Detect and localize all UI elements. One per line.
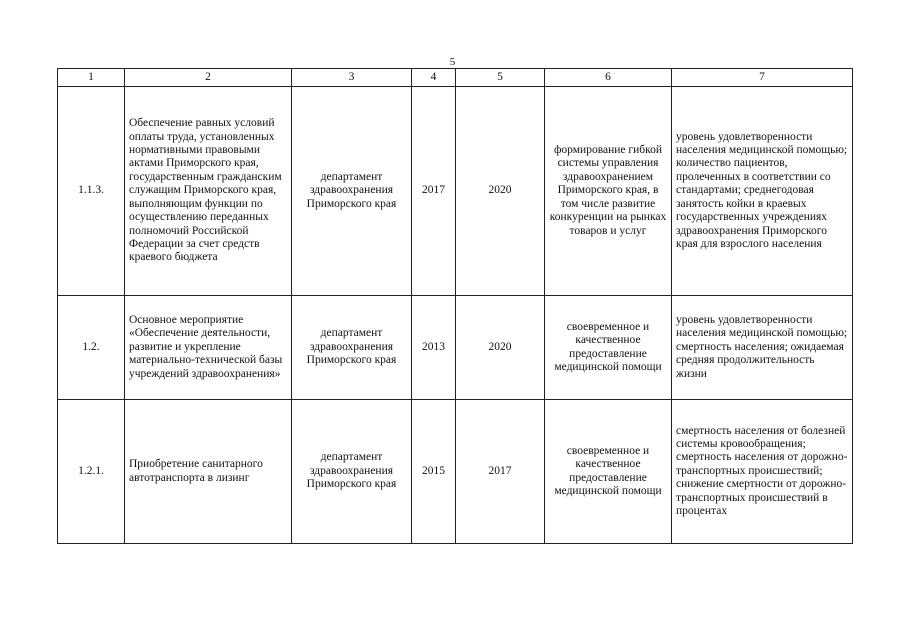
indicators: смертность населения от болезней системы кровообращения; смертность населения от дорожно-транспортных происшествий; снижение смертности от дорожно-транспортных происшествий в процентах bbox=[672, 400, 853, 544]
page-number: 5 bbox=[449, 56, 456, 68]
column-header-2: 2 bbox=[125, 69, 292, 87]
column-header-3: 3 bbox=[292, 69, 412, 87]
indicators: уровень удовлетворенности населения медицинской помощью; количество пациентов, пролеченных в соответствии со стандартами; среднегодовая занятость койки в краевых государственных учреждениях здравоохранения Приморского края для взрослого населения bbox=[672, 87, 853, 296]
column-header-4: 4 bbox=[412, 69, 456, 87]
table-row bbox=[58, 296, 853, 400]
end-year: 2020 bbox=[456, 87, 545, 296]
executor: департамент здравоохранения Приморского края bbox=[292, 400, 412, 544]
start-year: 2013 bbox=[412, 296, 456, 400]
expected-result: формирование гибкой системы управления здравоохранением Приморского края, в том числе развитие конкуренции на рынках товаров и услуг bbox=[545, 87, 672, 296]
executor: департамент здравоохранения Приморского края bbox=[292, 296, 412, 400]
row-number: 1.1.3. bbox=[58, 87, 125, 296]
header-row bbox=[58, 69, 853, 87]
measures-table bbox=[57, 68, 853, 544]
measure-name: Обеспечение равных условий оплаты труда, установленных нормативными правовыми актами Приморского края, государственным гражданским служащим Приморского края, выполняющим функции по осуществлению переданных полномочий Российской Федерации за счет средств краевого бюджета bbox=[125, 87, 292, 296]
start-year: 2017 bbox=[412, 87, 456, 296]
measure-name: Приобретение санитарного автотранспорта в лизинг bbox=[125, 400, 292, 544]
measure-name: Основное мероприятие «Обеспечение деятельности, развитие и укрепление материально-технической базы учреждений здравоохранения» bbox=[125, 296, 292, 400]
indicators: уровень удовлетворенности населения медицинской помощью; смертность населения; ожидаемая средняя продолжительность жизни bbox=[672, 296, 853, 400]
table-row bbox=[58, 400, 853, 544]
column-header-5: 5 bbox=[456, 69, 545, 87]
end-year: 2017 bbox=[456, 400, 545, 544]
column-header-7: 7 bbox=[672, 69, 853, 87]
column-header-1: 1 bbox=[58, 69, 125, 87]
executor: департамент здравоохранения Приморского края bbox=[292, 87, 412, 296]
table-row bbox=[58, 87, 853, 296]
end-year: 2020 bbox=[456, 296, 545, 400]
row-number: 1.2.1. bbox=[58, 400, 125, 544]
row-number: 1.2. bbox=[58, 296, 125, 400]
expected-result: своевременное и качественное предоставление медицинской помощи bbox=[545, 296, 672, 400]
expected-result: своевременное и качественное предоставление медицинской помощи bbox=[545, 400, 672, 544]
column-header-6: 6 bbox=[545, 69, 672, 87]
start-year: 2015 bbox=[412, 400, 456, 544]
